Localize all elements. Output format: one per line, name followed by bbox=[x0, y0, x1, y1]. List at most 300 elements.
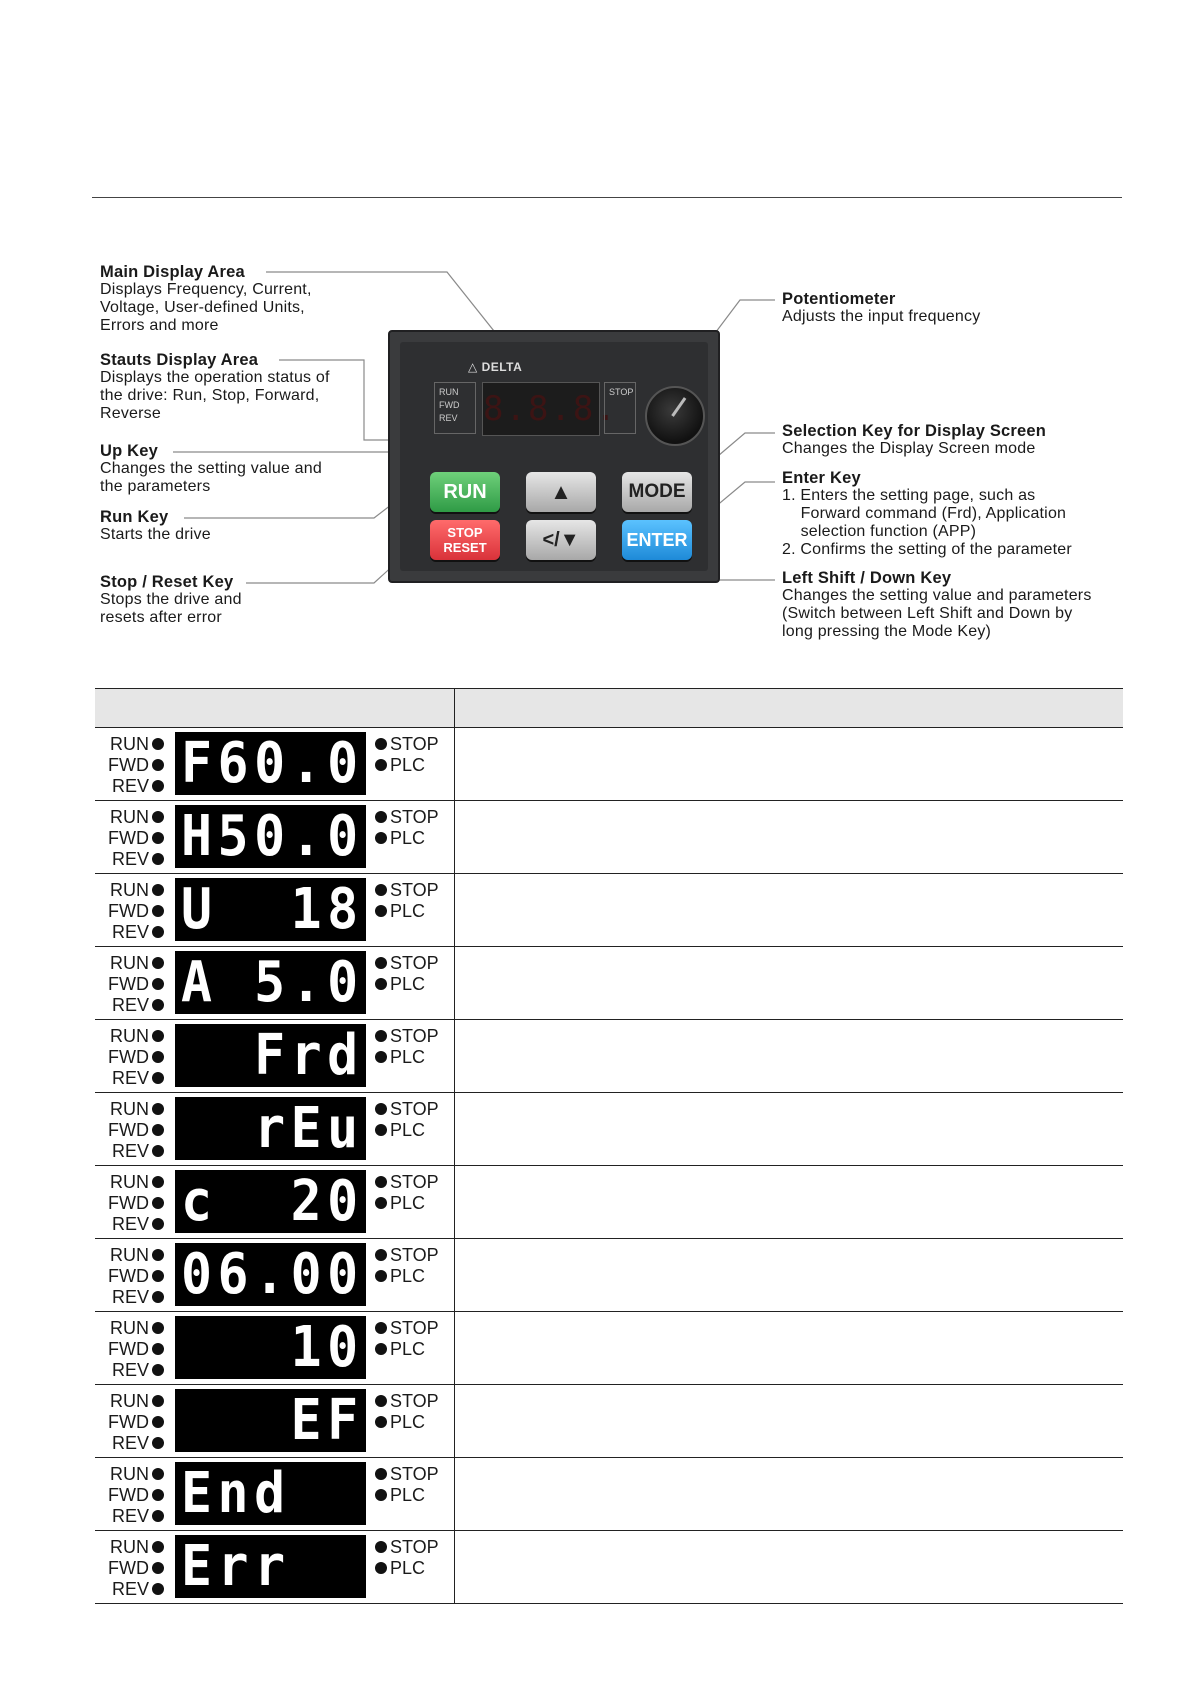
led-display-unit bbox=[95, 1093, 454, 1165]
callout-line: Changes the setting value and bbox=[100, 460, 322, 477]
indicator-dot-icon bbox=[152, 1583, 164, 1595]
description-cell bbox=[455, 1458, 1124, 1531]
indicator-label: STOP bbox=[390, 807, 439, 827]
led-display-unit bbox=[95, 947, 454, 1019]
description-cell bbox=[455, 947, 1124, 1020]
indicator-label: RUN bbox=[110, 880, 149, 900]
indicator-label: PLC bbox=[390, 828, 426, 848]
display-cell bbox=[95, 728, 455, 801]
indicator-dot-icon bbox=[152, 1343, 164, 1355]
indicator-dot-icon bbox=[152, 853, 164, 865]
indicator-stop bbox=[372, 880, 439, 901]
indicator-left bbox=[105, 807, 167, 870]
callout-line: (Switch between Left Shift and Down by bbox=[782, 605, 1073, 622]
display-cell bbox=[95, 801, 455, 874]
indicator-label: FWD bbox=[108, 1558, 149, 1578]
indicator-label: PLC bbox=[390, 974, 426, 994]
description-cell bbox=[455, 801, 1124, 874]
led-text: Err bbox=[181, 1535, 291, 1598]
indicator-right bbox=[372, 1245, 439, 1287]
indicator-dot-icon bbox=[152, 1218, 164, 1230]
indicator-dot-icon bbox=[152, 811, 164, 823]
indicator-label: REV bbox=[111, 1141, 149, 1161]
indicator-label: STOP bbox=[390, 1172, 439, 1192]
led-screen bbox=[175, 1462, 366, 1525]
led-screen bbox=[175, 878, 366, 941]
indicator-label: REV bbox=[111, 1068, 149, 1088]
indicator-rev bbox=[105, 1506, 167, 1527]
indicator-rev bbox=[105, 776, 167, 797]
table-row bbox=[95, 947, 1123, 1020]
indicator-dot-icon bbox=[152, 1072, 164, 1084]
table-row bbox=[95, 1531, 1123, 1604]
indicator-label: PLC bbox=[390, 1558, 426, 1578]
status-fwd: FWD bbox=[439, 400, 460, 410]
indicator-fwd bbox=[105, 1412, 167, 1433]
run-key[interactable]: RUN bbox=[430, 472, 500, 512]
status-indicator-stop: STOP bbox=[604, 382, 636, 434]
led-display-unit bbox=[95, 1385, 454, 1457]
callout-main-display-title: Main Display Area bbox=[100, 263, 245, 281]
indicator-dot-icon bbox=[375, 1249, 387, 1261]
indicator-label: FWD bbox=[108, 974, 149, 994]
indicator-label: RUN bbox=[110, 1099, 149, 1119]
table-header-row bbox=[95, 689, 1123, 728]
callout-line: resets after error bbox=[100, 609, 222, 626]
callout-line: Errors and more bbox=[100, 317, 219, 334]
indicator-fwd bbox=[105, 1266, 167, 1287]
indicator-plc bbox=[372, 1485, 439, 1506]
display-cell bbox=[95, 1166, 455, 1239]
indicator-dot-icon bbox=[375, 1270, 387, 1282]
indicator-dot-icon bbox=[152, 1124, 164, 1136]
indicator-dot-icon bbox=[152, 780, 164, 792]
display-cell bbox=[95, 1239, 455, 1312]
indicator-label: RUN bbox=[110, 1464, 149, 1484]
indicator-label: RUN bbox=[110, 807, 149, 827]
indicator-run bbox=[105, 1245, 167, 1266]
indicator-right bbox=[372, 1318, 439, 1360]
indicator-stop bbox=[372, 1464, 439, 1485]
indicator-label: STOP bbox=[390, 953, 439, 973]
indicator-fwd bbox=[105, 974, 167, 995]
indicator-fwd bbox=[105, 1120, 167, 1141]
indicator-label: REV bbox=[111, 1287, 149, 1307]
callout-stop-reset-key-title: Stop / Reset Key bbox=[100, 573, 234, 591]
indicator-plc bbox=[372, 828, 439, 849]
led-text: H50.0 bbox=[181, 805, 364, 868]
indicator-run bbox=[105, 734, 167, 755]
callout-left-down-key-title: Left Shift / Down Key bbox=[782, 569, 952, 587]
led-screen bbox=[175, 1170, 366, 1233]
status-run: RUN bbox=[439, 387, 459, 397]
callout-line: Displays Frequency, Current, bbox=[100, 281, 312, 298]
potentiometer-knob[interactable] bbox=[645, 386, 705, 446]
led-screen bbox=[175, 805, 366, 868]
brand-name: DELTA bbox=[481, 360, 523, 374]
indicator-dot-icon bbox=[152, 926, 164, 938]
indicator-stop bbox=[372, 1172, 439, 1193]
up-arrow-icon: ▲ bbox=[550, 479, 572, 504]
stop-label: STOP bbox=[447, 525, 483, 540]
indicator-label: STOP bbox=[390, 1464, 439, 1484]
table-row bbox=[95, 1166, 1123, 1239]
indicator-label: REV bbox=[111, 995, 149, 1015]
indicator-dot-icon bbox=[152, 1364, 164, 1376]
indicator-dot-icon bbox=[375, 957, 387, 969]
led-text: 06.00 bbox=[181, 1243, 364, 1306]
callout-status-display bbox=[100, 351, 330, 423]
callout-up-key-title: Up Key bbox=[100, 442, 159, 460]
mode-key[interactable]: MODE bbox=[622, 472, 692, 512]
indicator-label: RUN bbox=[110, 1026, 149, 1046]
table-row bbox=[95, 874, 1123, 947]
callout-line: Stops the drive and bbox=[100, 591, 242, 608]
indicator-stop bbox=[372, 807, 439, 828]
indicator-label: RUN bbox=[110, 734, 149, 754]
indicator-dot-icon bbox=[152, 1395, 164, 1407]
callout-selection-key bbox=[782, 422, 1046, 458]
indicator-plc bbox=[372, 1339, 439, 1360]
indicator-run bbox=[105, 1537, 167, 1558]
indicator-plc bbox=[372, 1193, 439, 1214]
indicator-label: STOP bbox=[390, 1026, 439, 1046]
indicator-dot-icon bbox=[375, 832, 387, 844]
description-cell bbox=[455, 1239, 1124, 1312]
display-cell bbox=[95, 1020, 455, 1093]
table-row bbox=[95, 1020, 1123, 1093]
callout-left-down-key bbox=[782, 569, 1092, 641]
display-cell bbox=[95, 1531, 455, 1604]
indicator-plc bbox=[372, 755, 439, 776]
led-display-unit bbox=[95, 1166, 454, 1238]
description-cell bbox=[455, 1020, 1124, 1093]
indicator-dot-icon bbox=[152, 1322, 164, 1334]
led-text: End bbox=[181, 1462, 291, 1525]
indicator-dot-icon bbox=[152, 999, 164, 1011]
callout-line: 1. Enters the setting page, such as bbox=[782, 487, 1036, 504]
indicator-dot-icon bbox=[152, 1030, 164, 1042]
indicator-stop bbox=[372, 1245, 439, 1266]
callout-enter-key bbox=[782, 469, 1072, 559]
indicator-right bbox=[372, 807, 439, 849]
description-cell bbox=[455, 1385, 1124, 1458]
indicator-rev bbox=[105, 1141, 167, 1162]
callout-potentiometer-title: Potentiometer bbox=[782, 290, 896, 308]
indicator-fwd bbox=[105, 1193, 167, 1214]
table-row bbox=[95, 1093, 1123, 1166]
indicator-label: REV bbox=[111, 1214, 149, 1234]
indicator-label: RUN bbox=[110, 1318, 149, 1338]
enter-key[interactable]: ENTER bbox=[622, 520, 692, 560]
indicator-dot-icon bbox=[375, 1489, 387, 1501]
indicator-dot-icon bbox=[375, 1103, 387, 1115]
led-display-unit bbox=[95, 874, 454, 946]
indicator-rev bbox=[105, 1360, 167, 1381]
indicator-dot-icon bbox=[152, 1541, 164, 1553]
indicator-label: FWD bbox=[108, 828, 149, 848]
indicator-stop bbox=[372, 734, 439, 755]
description-cell bbox=[455, 728, 1124, 801]
callout-line: Adjusts the input frequency bbox=[782, 308, 981, 325]
indicator-fwd bbox=[105, 1485, 167, 1506]
table-header-display bbox=[95, 689, 455, 728]
callout-line: Forward command (Frd), Application bbox=[782, 505, 1067, 522]
callout-line: 2. Confirms the setting of the parameter bbox=[782, 541, 1072, 558]
led-text: U 18 bbox=[181, 878, 364, 941]
display-cell bbox=[95, 1093, 455, 1166]
indicator-label: STOP bbox=[390, 734, 439, 754]
indicator-run bbox=[105, 1391, 167, 1412]
indicator-dot-icon bbox=[152, 1145, 164, 1157]
indicator-dot-icon bbox=[152, 1270, 164, 1282]
indicator-dot-icon bbox=[152, 832, 164, 844]
callout-main-display bbox=[100, 263, 312, 335]
indicator-run bbox=[105, 1099, 167, 1120]
indicator-label: PLC bbox=[390, 901, 426, 921]
callout-line: Starts the drive bbox=[100, 526, 211, 543]
indicator-dot-icon bbox=[375, 1051, 387, 1063]
indicator-rev bbox=[105, 1214, 167, 1235]
indicator-right bbox=[372, 1391, 439, 1433]
description-cell bbox=[455, 1312, 1124, 1385]
indicator-label: PLC bbox=[390, 1485, 426, 1505]
indicator-dot-icon bbox=[375, 1176, 387, 1188]
indicator-dot-icon bbox=[375, 1395, 387, 1407]
indicator-left bbox=[105, 1172, 167, 1235]
indicator-left bbox=[105, 1464, 167, 1527]
table-header-description bbox=[455, 689, 1124, 728]
description-cell bbox=[455, 874, 1124, 947]
indicator-plc bbox=[372, 1047, 439, 1068]
indicator-dot-icon bbox=[152, 738, 164, 750]
indicator-stop bbox=[372, 1026, 439, 1047]
indicator-dot-icon bbox=[375, 738, 387, 750]
indicator-dot-icon bbox=[375, 1562, 387, 1574]
indicator-label: PLC bbox=[390, 1193, 426, 1213]
callout-line: long pressing the Mode Key) bbox=[782, 623, 992, 640]
led-screen bbox=[175, 1316, 366, 1379]
indicator-dot-icon bbox=[152, 1249, 164, 1261]
indicator-rev bbox=[105, 922, 167, 943]
indicator-dot-icon bbox=[152, 1510, 164, 1522]
led-screen bbox=[175, 951, 366, 1014]
callout-line: selection function (APP) bbox=[782, 523, 977, 540]
indicator-right bbox=[372, 734, 439, 776]
indicator-label: STOP bbox=[390, 1391, 439, 1411]
indicator-dot-icon bbox=[375, 1468, 387, 1480]
indicator-left bbox=[105, 1026, 167, 1089]
indicator-label: RUN bbox=[110, 1537, 149, 1557]
indicator-dot-icon bbox=[375, 905, 387, 917]
display-cell bbox=[95, 874, 455, 947]
up-key[interactable] bbox=[526, 472, 596, 512]
indicator-label: RUN bbox=[110, 1245, 149, 1265]
display-cell bbox=[95, 1385, 455, 1458]
delta-triangle-icon: △ bbox=[468, 360, 482, 374]
indicator-dot-icon bbox=[375, 1030, 387, 1042]
indicator-label: FWD bbox=[108, 1193, 149, 1213]
callout-line: Changes the Display Screen mode bbox=[782, 440, 1036, 457]
left-shift-down-key[interactable] bbox=[526, 520, 596, 560]
indicator-left bbox=[105, 1391, 167, 1454]
indicator-dot-icon bbox=[375, 1197, 387, 1209]
indicator-dot-icon bbox=[152, 884, 164, 896]
indicator-dot-icon bbox=[375, 1124, 387, 1136]
indicator-dot-icon bbox=[152, 1291, 164, 1303]
callout-status-display-title: Stauts Display Area bbox=[100, 351, 259, 369]
table-row bbox=[95, 1239, 1123, 1312]
indicator-label: FWD bbox=[108, 1047, 149, 1067]
led-screen bbox=[175, 1389, 366, 1452]
indicator-label: FWD bbox=[108, 1412, 149, 1432]
indicator-dot-icon bbox=[375, 1343, 387, 1355]
indicator-left bbox=[105, 953, 167, 1016]
indicator-fwd bbox=[105, 901, 167, 922]
indicator-stop bbox=[372, 1099, 439, 1120]
description-cell bbox=[455, 1166, 1124, 1239]
callout-line: Reverse bbox=[100, 405, 161, 422]
indicator-dot-icon bbox=[152, 1437, 164, 1449]
indicator-label: REV bbox=[111, 1360, 149, 1380]
led-screen bbox=[175, 1243, 366, 1306]
indicator-label: STOP bbox=[390, 1537, 439, 1557]
indicator-label: STOP bbox=[390, 1318, 439, 1338]
indicator-right bbox=[372, 1172, 439, 1214]
indicator-dot-icon bbox=[152, 1468, 164, 1480]
keypad-face bbox=[400, 342, 708, 571]
indicator-run bbox=[105, 1172, 167, 1193]
main-display: 8.8.8. bbox=[482, 382, 600, 436]
display-cell bbox=[95, 1458, 455, 1531]
indicator-label: PLC bbox=[390, 1266, 426, 1286]
indicator-label: RUN bbox=[110, 1172, 149, 1192]
led-screen bbox=[175, 1024, 366, 1087]
led-text: c 20 bbox=[181, 1170, 364, 1233]
callout-line: the drive: Run, Stop, Forward, bbox=[100, 387, 320, 404]
indicator-right bbox=[372, 953, 439, 995]
indicator-run bbox=[105, 1464, 167, 1485]
led-screen bbox=[175, 1535, 366, 1598]
indicator-stop bbox=[372, 1537, 439, 1558]
indicator-run bbox=[105, 1318, 167, 1339]
indicator-rev bbox=[105, 995, 167, 1016]
indicator-fwd bbox=[105, 828, 167, 849]
callout-line: Changes the setting value and parameters bbox=[782, 587, 1092, 604]
display-cell bbox=[95, 947, 455, 1020]
indicator-plc bbox=[372, 974, 439, 995]
indicator-label: FWD bbox=[108, 755, 149, 775]
keypad-panel bbox=[388, 330, 720, 583]
led-display-unit bbox=[95, 801, 454, 873]
indicator-right bbox=[372, 1026, 439, 1068]
display-cell bbox=[95, 1312, 455, 1385]
description-cell bbox=[455, 1093, 1124, 1166]
callout-potentiometer bbox=[782, 290, 980, 326]
indicator-label: PLC bbox=[390, 1120, 426, 1140]
indicator-run bbox=[105, 807, 167, 828]
indicator-dot-icon bbox=[152, 1176, 164, 1188]
indicator-dot-icon bbox=[152, 905, 164, 917]
indicator-plc bbox=[372, 1412, 439, 1433]
indicator-label: RUN bbox=[110, 1391, 149, 1411]
indicator-fwd bbox=[105, 1558, 167, 1579]
indicator-label: PLC bbox=[390, 755, 426, 775]
callout-selection-key-title: Selection Key for Display Screen bbox=[782, 422, 1047, 440]
indicator-dot-icon bbox=[152, 957, 164, 969]
indicator-dot-icon bbox=[375, 759, 387, 771]
indicator-dot-icon bbox=[375, 884, 387, 896]
description-cell bbox=[455, 1531, 1124, 1604]
indicator-dot-icon bbox=[375, 811, 387, 823]
indicator-dot-icon bbox=[152, 1103, 164, 1115]
indicator-run bbox=[105, 880, 167, 901]
indicator-plc bbox=[372, 1120, 439, 1141]
status-indicators-left bbox=[434, 382, 476, 434]
stop-reset-key[interactable] bbox=[430, 520, 500, 560]
led-display-unit bbox=[95, 1458, 454, 1530]
indicator-right bbox=[372, 1537, 439, 1579]
indicator-left bbox=[105, 1245, 167, 1308]
indicator-rev bbox=[105, 849, 167, 870]
led-display-unit bbox=[95, 1020, 454, 1092]
indicator-fwd bbox=[105, 1047, 167, 1068]
indicator-label: RUN bbox=[110, 953, 149, 973]
indicator-left bbox=[105, 1318, 167, 1381]
status-rev: REV bbox=[439, 413, 458, 423]
indicator-label: FWD bbox=[108, 1485, 149, 1505]
led-text: F60.0 bbox=[181, 732, 364, 795]
indicator-rev bbox=[105, 1287, 167, 1308]
indicator-left bbox=[105, 1537, 167, 1600]
indicator-dot-icon bbox=[152, 978, 164, 990]
display-message-table bbox=[95, 688, 1123, 1604]
indicator-fwd bbox=[105, 755, 167, 776]
indicator-dot-icon bbox=[375, 1416, 387, 1428]
led-text: 10 bbox=[181, 1316, 364, 1379]
led-display-unit bbox=[95, 1531, 454, 1603]
led-screen bbox=[175, 732, 366, 795]
left-down-arrow-icon: </▼ bbox=[542, 528, 580, 551]
led-display-unit bbox=[95, 1239, 454, 1311]
callout-run-key-title: Run Key bbox=[100, 508, 169, 526]
keypad-diagram bbox=[0, 0, 1190, 660]
table-row bbox=[95, 728, 1123, 801]
indicator-right bbox=[372, 1099, 439, 1141]
led-screen bbox=[175, 1097, 366, 1160]
indicator-left bbox=[105, 1099, 167, 1162]
indicator-dot-icon bbox=[375, 978, 387, 990]
indicator-label: STOP bbox=[390, 880, 439, 900]
indicator-stop bbox=[372, 1318, 439, 1339]
indicator-right bbox=[372, 1464, 439, 1506]
indicator-dot-icon bbox=[152, 1197, 164, 1209]
indicator-run bbox=[105, 953, 167, 974]
indicator-right bbox=[372, 880, 439, 922]
indicator-label: STOP bbox=[390, 1245, 439, 1265]
indicator-label: REV bbox=[111, 922, 149, 942]
table-row bbox=[95, 1458, 1123, 1531]
led-display-unit bbox=[95, 1312, 454, 1384]
indicator-label: PLC bbox=[390, 1412, 426, 1432]
indicator-rev bbox=[105, 1433, 167, 1454]
indicator-plc bbox=[372, 1266, 439, 1287]
indicator-label: REV bbox=[111, 849, 149, 869]
indicator-dot-icon bbox=[152, 759, 164, 771]
indicator-label: FWD bbox=[108, 901, 149, 921]
indicator-dot-icon bbox=[375, 1541, 387, 1553]
delta-logo bbox=[468, 360, 522, 374]
